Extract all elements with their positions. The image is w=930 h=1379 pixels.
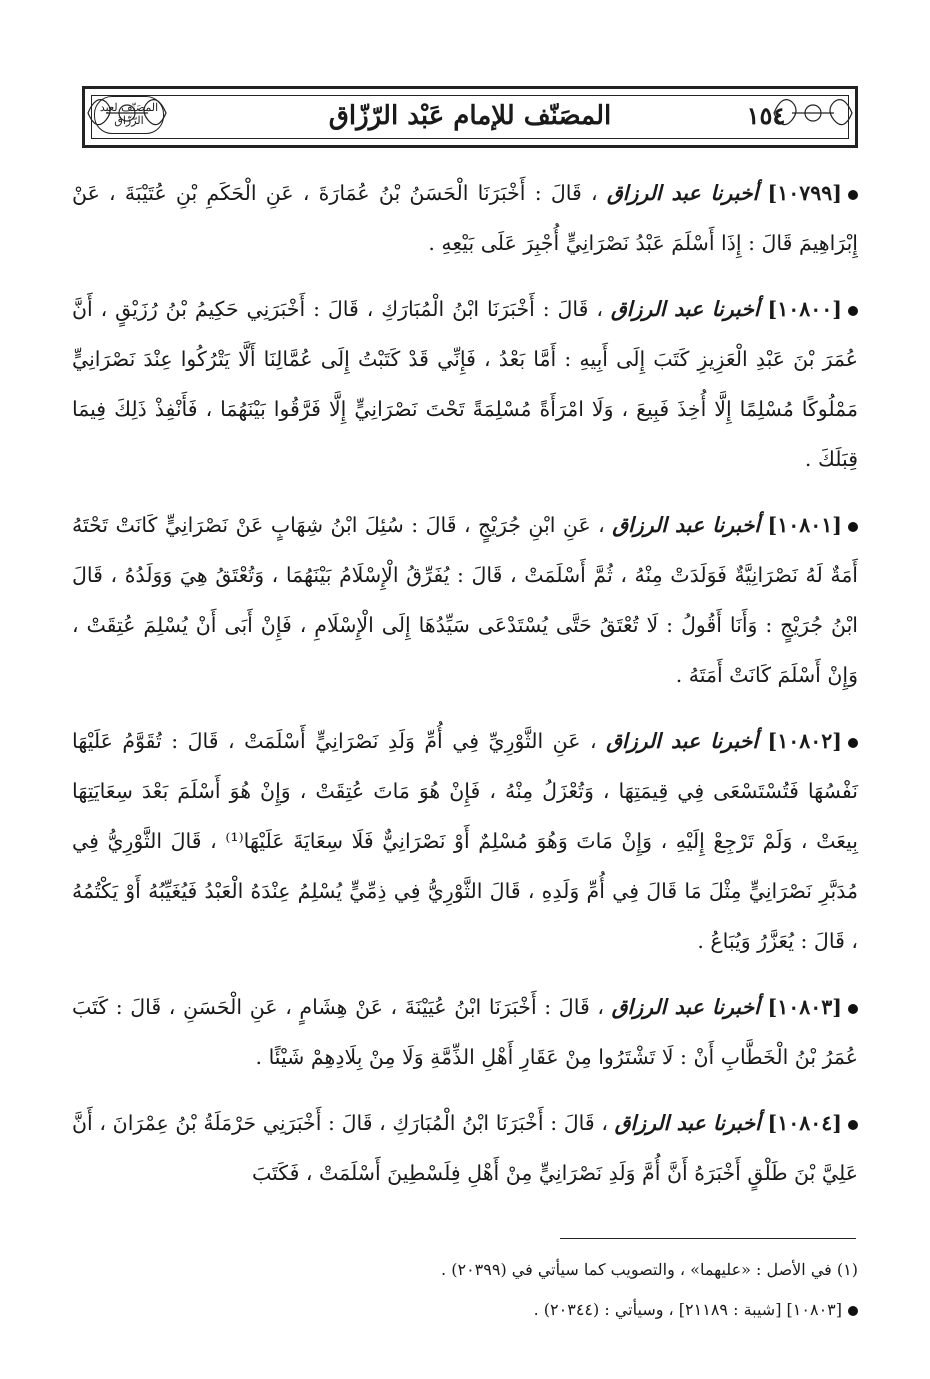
footnotes	[72, 1250, 858, 1330]
isnad-opening: أخبرنا عبد الرزاق	[611, 995, 760, 1019]
hadith-text: ، عَنِ ابْنِ جُرَيْجٍ ، قَالَ : سُئِلَ ابْنُ شِهَابٍ عَنْ نَصْرَانِيٍّ كَانَتْ تَحْتَهُ أَمَةٌ لَهُ نَصْرَانِيَّةٌ فَوَلَدَتْ مِنْهُ ، ثُمَّ أَسْلَمَتْ ، قَالَ : يُفَرِّقُ الْإِسْلَامُ بَيْنَهُمَا ، وَتُعْتَقُ هِيَ وَوَلَدُهُ ، قَالَ ابْنُ جُرَيْجٍ : وَأَنَا أَقُولُ : لَا تُعْتَقُ حَتَّى يُسْتَدْعَى سَيِّدُهَا إِلَى الْإِسْلَامِ ، فَإِنْ أَبَى أَنْ يُسْلِمَ عُتِقَتْ ، وَإِنْ أَسْلَمَ كَانَتْ أَمَتَهُ .	[72, 513, 858, 687]
hadith-number: [١٠٧٩٩]	[767, 181, 842, 205]
hadith-text: ، قَالَ : أَخْبَرَنَا ابْنُ عُيَيْنَةَ ، عَنْ هِشَامٍ ، عَنِ الْحَسَنِ ، قَالَ : كَتَبَ عُمَرُ بْنُ الْخَطَّابِ أَنْ : لَا تَشْتَرُوا مِنْ عَقَارِ أَهْلِ الذِّمَّةِ وَلَا مِنْ بِلَادِهِمْ شَيْئًا .	[72, 995, 858, 1069]
bullet-icon	[848, 1120, 858, 1130]
bullet-icon	[848, 190, 858, 200]
hadith-number: [١٠٨٠٤]	[767, 1111, 842, 1135]
hadith-text: ، قَالَ : أَخْبَرَنَا الْحَسَنُ بْنُ عُمَارَةَ ، عَنِ الْحَكَمِ بْنِ عُتَيْبَةَ ، عَنْ إِبْرَاهِيمَ قَالَ : إِذَا أَسْلَمَ عَبْدُ نَصْرَانِيٍّ أُجْبِرَ عَلَى بَيْعِهِ .	[72, 181, 858, 255]
page-number: ١٥٤	[746, 101, 786, 130]
footnote	[72, 1290, 858, 1330]
hadith-number: [١٠٨٠٣]	[767, 995, 842, 1019]
isnad-opening: أخبرنا عبد الرزاق	[606, 729, 759, 753]
book-badge: المصَنّف لعبد الرّزّاق	[94, 96, 164, 134]
hadith-text: ، عَنِ الثَّوْرِيِّ فِي أُمِّ وَلَدِ نَصْرَانِيٍّ أَسْلَمَتْ ، قَالَ : تُقَوَّمُ عَلَيْهَا نَفْسُهَا فَتُسْتَسْعَى فِي قِيمَتِهَا ، وَتُعْزَلُ مِنْهُ ، فَإِنْ هُوَ مَاتَ عُتِقَتْ ، وَإِنْ هُوَ أَسْلَمَ بَعْدَ سِعَايَتِهَا بِيعَتْ ، وَلَمْ تَرْجِعْ إِلَيْهِ ، وَإِنْ مَاتَ وَهُوَ مُسْلِمٌ أَوْ نَصْرَانِيٌّ فَلَا سِعَايَةَ عَلَيْهَا⁽¹⁾ ، قَالَ الثَّوْرِيُّ فِي مُدَبَّرِ نَصْرَانِيٍّ مِثْلَ مَا قَالَ فِي أُمِّ وَلَدِهِ ، قَالَ الثَّوْرِيُّ فِي ذِمِّيٍّ يُسْلِمُ عِنْدَهُ الْعَبْدُ فَيُغَيِّبُهُ أَوْ يَكْتُمُهُ ، قَالَ : يُعَزَّرُ وَيُبَاعُ .	[72, 729, 858, 953]
hadith-text: ، قَالَ : أَخْبَرَنَا ابْنُ الْمُبَارَكِ ، قَالَ : أَخْبَرَنِي حَرْمَلَةُ بْنُ عِمْرَانَ ، أَنَّ عَلِيَّ بْنَ طَلْقٍ أَخْبَرَهُ أَنَّ أُمَّ وَلَدِ نَصْرَانِيٍّ مِنْ أَهْلِ فِلَسْطِينَ أَسْلَمَتْ ، فَكَتَبَ	[72, 1111, 858, 1185]
bullet-icon	[848, 1306, 858, 1316]
bullet-icon	[848, 522, 858, 532]
hadith-paragraph	[72, 284, 858, 484]
running-title: المصَنّف للإمام عَبْد الرّزّاق	[328, 101, 612, 131]
bullet-icon	[848, 1004, 858, 1014]
footnote-text: [١٠٨٠٣] [شيبة : ٢١١٨٩] ، وسيأتي : (٢٠٣٤٤) .	[533, 1300, 842, 1319]
hadith-paragraph	[72, 500, 858, 700]
isnad-opening: أخبرنا عبد الرزاق	[612, 513, 761, 537]
hadith-number: [١٠٨٠٠]	[767, 297, 842, 321]
hadith-paragraph	[72, 982, 858, 1082]
page-header	[82, 86, 858, 150]
hadith-paragraph	[72, 716, 858, 966]
isnad-opening: أخبرنا عبد الرزاق	[614, 1111, 761, 1135]
bullet-icon	[848, 738, 858, 748]
hadith-paragraph	[72, 1098, 858, 1198]
isnad-opening: أخبرنا عبد الرزاق	[606, 181, 759, 205]
hadith-number: [١٠٨٠١]	[767, 513, 842, 537]
hadith-paragraph	[72, 168, 858, 268]
footnote: (١) في الأصل : «عليهما» ، والتصويب كما سيأتي في (٢٠٣٩٩) .	[441, 1260, 858, 1279]
hadith-text: ، قَالَ : أَخْبَرَنَا ابْنُ الْمُبَارَكِ ، قَالَ : أَخْبَرَنِي حَكِيمُ بْنُ رُزَيْقٍ ، أَنَّ عُمَرَ بْنَ عَبْدِ الْعَزِيزِ كَتَبَ إِلَى أَبِيهِ : أَمَّا بَعْدُ ، فَإِنِّي قَدْ كَتَبْتُ إِلَى عُمَّالِنَا أَلَّا يَتْرُكُوا عِنْدَ نَصْرَانِيٍّ مَمْلُوكًا مُسْلِمًا إِلَّا أُخِذَ فَبِيعَ ، وَلَا امْرَأَةً مُسْلِمَةً تَحْتَ نَصْرَانِيٍّ إِلَّا فَرَّقُوا بَيْنَهُمَا ، فَأَنْفِذْ ذَلِكَ فِيمَا قِبَلَكَ .	[72, 297, 859, 471]
bullet-icon	[848, 306, 858, 316]
isnad-opening: أخبرنا عبد الرزاق	[610, 297, 760, 321]
main-text	[72, 168, 858, 1214]
footnote-divider	[560, 1238, 856, 1239]
hadith-number: [١٠٨٠٢]	[767, 729, 842, 753]
